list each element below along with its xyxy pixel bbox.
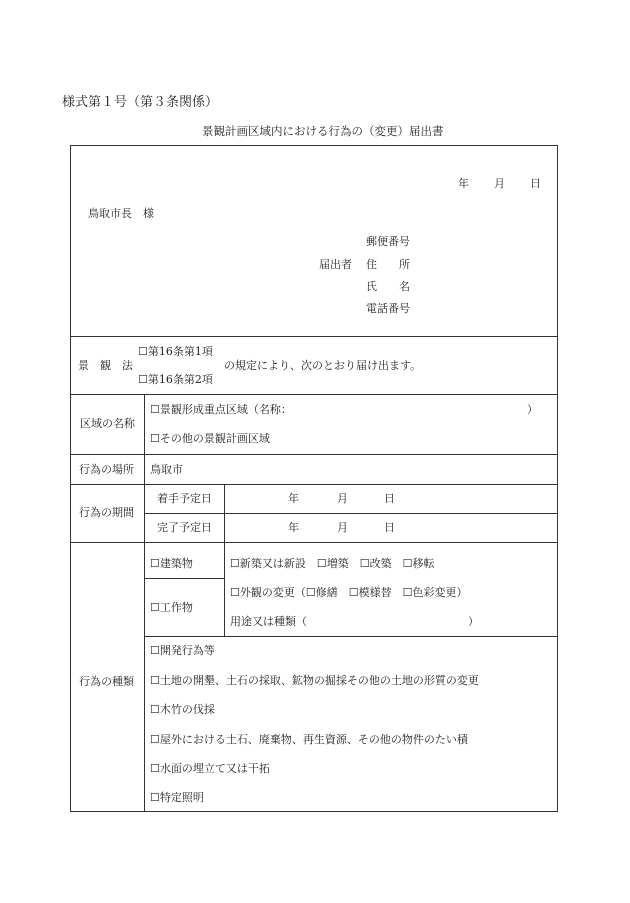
- type-usage-close: ）: [468, 615, 479, 628]
- law-text: の規定により、次のとおり届け出ます。: [224, 359, 422, 372]
- place-value: 鳥取市: [150, 463, 183, 476]
- type-usage-label: 用途又は種類（: [230, 615, 307, 628]
- type-label: 行為の種類: [79, 675, 134, 688]
- type-appearance-options[interactable]: ☐外観の変更（☐修繕 ☐模様替 ☐色彩変更）: [230, 586, 468, 599]
- header-day: 日: [530, 177, 541, 190]
- area-option-priority-close: ）: [527, 403, 538, 416]
- addressee: 鳥取市長 様: [88, 207, 154, 220]
- sub-column-line: [224, 484, 225, 636]
- period-end-month: 月: [337, 521, 348, 534]
- place-label: 行為の場所: [79, 463, 134, 476]
- address-label: 住 所: [366, 258, 410, 271]
- divider-period-mid: [145, 513, 558, 514]
- area-option-other[interactable]: ☐その他の景観計画区域: [150, 432, 270, 445]
- divider-header: [70, 336, 558, 337]
- period-start-year: 年: [288, 492, 299, 505]
- divider-building-structure: [145, 578, 224, 579]
- header-month: 月: [494, 177, 505, 190]
- area-option-priority[interactable]: ☐景観形成重点区域（名称：: [150, 403, 292, 416]
- phone-label: 電話番号: [366, 302, 410, 315]
- period-label: 行為の期間: [79, 506, 134, 519]
- type-construction-options[interactable]: ☐新築又は新設 ☐増築 ☐改築 ☐移転: [230, 557, 435, 570]
- type-item-land-change[interactable]: ☐土地の開墾、土石の採取、鉱物の掘採その他の土地の形質の変更: [150, 674, 479, 687]
- header-year: 年: [458, 177, 469, 190]
- period-end-label: 完了予定日: [157, 521, 212, 534]
- period-end-year: 年: [288, 521, 299, 534]
- type-item-development[interactable]: ☐開発行為等: [150, 644, 215, 657]
- type-item-special-lighting[interactable]: ☐特定照明: [150, 791, 204, 804]
- law-option-16-2[interactable]: ☐第16条第2項: [138, 373, 213, 386]
- law-option-16-1[interactable]: ☐第16条第1項: [138, 345, 213, 358]
- postal-code-label: 郵便番号: [366, 235, 410, 248]
- label-column-line: [144, 394, 145, 812]
- divider-building-group: [145, 636, 558, 637]
- type-building[interactable]: ☐建築物: [150, 557, 193, 570]
- type-item-tree-cutting[interactable]: ☐木竹の伐採: [150, 703, 215, 716]
- period-start-label: 着手予定日: [157, 492, 212, 505]
- form-number: 様式第１号（第３条関係）: [62, 95, 219, 110]
- period-start-day: 日: [384, 492, 395, 505]
- type-item-outdoor-storage[interactable]: ☐屋外における土石、廃棄物、再生資源、その他の物件のたい積: [150, 733, 468, 746]
- name-label: 氏 名: [366, 280, 410, 293]
- law-label: 景 観 法: [78, 359, 133, 372]
- document-title: 景観計画区域内における行為の（変更）届出書: [202, 124, 444, 138]
- period-end-day: 日: [384, 521, 395, 534]
- type-structure[interactable]: ☐工作物: [150, 601, 193, 614]
- period-start-month: 月: [337, 492, 348, 505]
- notifier-label: 届出者: [319, 258, 352, 271]
- type-item-reclamation[interactable]: ☐水面の埋立て又は干拓: [150, 762, 270, 775]
- area-label: 区域の名称: [80, 417, 135, 430]
